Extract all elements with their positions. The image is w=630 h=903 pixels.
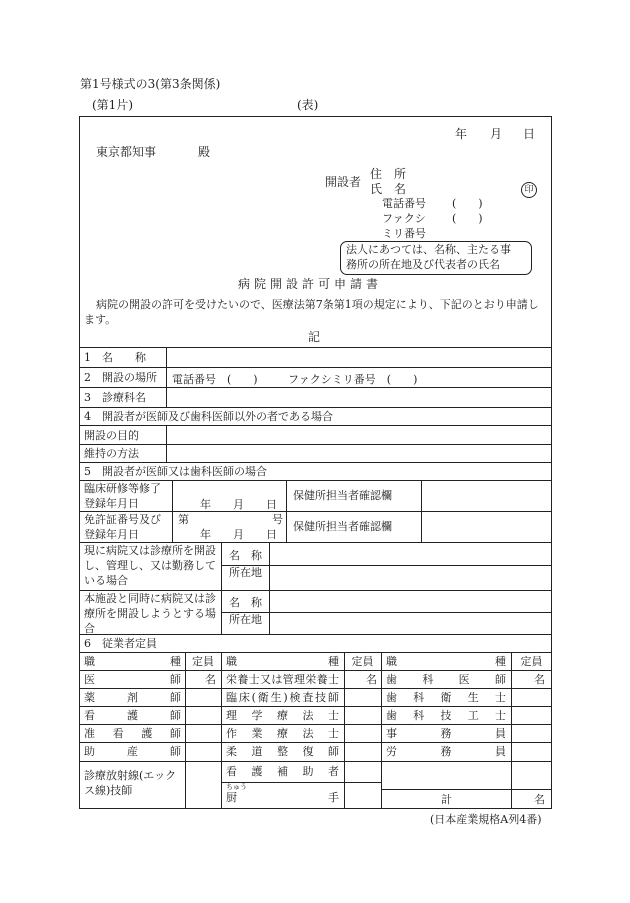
health-center-confirm-2: 保健所担当者確認欄: [293, 520, 392, 533]
staff-col1-radiology: 診療放射線(エックス線)技師: [84, 769, 177, 797]
staff-col1-item: 医師: [84, 673, 181, 686]
applicant-fax-label-1: ファクシ: [382, 212, 426, 225]
staff-col3-item: 歯科医師: [386, 673, 506, 686]
row-departments-label: 3 診療科名: [84, 391, 146, 404]
hline: [79, 462, 552, 463]
corporate-note-line-2: 務所の所在地及び代表者の氏名: [346, 258, 500, 271]
hline: [79, 444, 552, 445]
current-name-label: 名 称: [229, 549, 262, 562]
kitchen-ruby: ちゅう: [226, 783, 247, 791]
row-name-label: 1 名 称: [84, 351, 146, 364]
applicant-phone-paren: ( ): [452, 197, 483, 210]
current-address-label: 所在地: [229, 566, 262, 579]
staff-col2-item: 作業療法士: [226, 727, 339, 740]
hline: [79, 425, 552, 426]
vline: [344, 652, 345, 809]
hline: [221, 612, 552, 613]
date-day: 日: [523, 127, 536, 141]
hline: [79, 670, 552, 671]
addressee-name: 東京都知事: [96, 145, 157, 159]
vline: [381, 652, 382, 809]
document-title: 病院開設許可申請書: [238, 277, 383, 291]
footer-note: (日本産業規格A列4番): [430, 813, 542, 826]
applicant-phone-label: 電話番号: [382, 197, 426, 210]
staff-col1-item: 薬剤師: [84, 691, 181, 704]
staff-col3-item: 事務員: [386, 727, 506, 740]
form-number: 第1号様式の3(第3条関係): [80, 77, 221, 91]
applicant-fax-paren: ( ): [452, 212, 483, 225]
ki-label: 記: [308, 330, 321, 344]
staff-total-label: 計: [441, 793, 452, 806]
hline: [79, 387, 552, 388]
vline: [166, 347, 167, 407]
staff-header-count-2: 定員: [351, 655, 374, 668]
current-facility-label: 現に病院又は診療所を開設し、管理し、又は勤務している場合: [84, 544, 216, 587]
staff-col1-unit: 名: [205, 673, 216, 686]
location-fax: ファクシミリ番号 ( ): [288, 373, 418, 386]
row-maintenance-label: 維持の方法: [84, 447, 139, 460]
staff-col3-item: 歯科技工士: [386, 709, 506, 722]
hline: [79, 688, 552, 689]
staff-col2-item: 栄養士又は管理栄養士: [226, 673, 339, 686]
license-prefix: 第: [178, 513, 189, 526]
staff-header-count-1: 定員: [192, 655, 214, 668]
staff-col3-item: 労務員: [386, 745, 506, 758]
concurrent-address-label: 所在地: [229, 613, 262, 626]
staff-col3-unit: 名: [534, 673, 545, 686]
vline: [166, 425, 167, 462]
vline: [286, 480, 287, 542]
staff-header-type-2: 職 種: [226, 655, 339, 668]
hline: [79, 724, 552, 725]
hline: [79, 652, 552, 653]
hline: [79, 407, 552, 408]
vline: [511, 652, 512, 809]
license-date: 年 月 日: [200, 528, 277, 541]
applicant-fax-label-2: ミリ番号: [382, 227, 426, 240]
row-location-label: 2 開設の場所: [84, 371, 157, 384]
hline: [381, 789, 552, 790]
date-month: 月: [490, 127, 503, 141]
section-4-title: 4 開設者が医師及び歯科医師以外の者である場合: [84, 410, 333, 423]
staff-col2-item: 理学療法士: [226, 709, 339, 722]
vline: [172, 480, 173, 542]
vline: [421, 480, 422, 542]
hline: [79, 742, 552, 743]
vline: [185, 652, 186, 809]
license-label: 免許証番号及び登録年月日: [84, 513, 161, 541]
hline: [79, 761, 552, 762]
hline: [79, 347, 552, 348]
date-year: 年: [455, 127, 468, 141]
staff-col2-unit: 名: [366, 673, 377, 686]
seal-icon: 印: [521, 182, 537, 198]
corporate-note-line-1: 法人にあつては、名称、主たる事: [346, 243, 511, 256]
staff-col2-item: 臨床(衛生)検査技師: [226, 691, 339, 704]
vline: [269, 542, 270, 634]
applicant-name-label: 氏 名: [370, 182, 407, 196]
hline: [221, 565, 552, 566]
clinical-training-label: 臨床研修等修了登録年月日: [84, 482, 161, 510]
section-5-title: 5 開設者が医師又は歯科医師の場合: [84, 465, 267, 478]
hline: [79, 706, 552, 707]
staff-col1-item: 准看護師: [84, 727, 181, 740]
concurrent-facility-label: 本施設と同時に病院又は診療所を開設しようとする場合: [84, 592, 216, 635]
vline: [221, 542, 222, 634]
vline: [221, 652, 222, 809]
addressee-honorific: 殿: [198, 145, 211, 159]
staff-col2-item: 看護補助者: [226, 765, 339, 778]
intro-text: 病院の開設の許可を受けたいので、医療法第7条第1項の規定により、下記のとおり申請します。: [84, 298, 539, 326]
staff-header-count-3: 定員: [520, 655, 543, 668]
staff-col2-kitchen: 厨 手: [226, 791, 339, 804]
hline: [79, 367, 552, 368]
section-6-title: 6 従業者定員: [84, 637, 157, 650]
row-purpose-label: 開設の目的: [84, 429, 139, 442]
sheet-label: (第1片): [92, 98, 133, 112]
health-center-confirm-1: 保健所担当者確認欄: [293, 489, 392, 502]
staff-header-type-3: 職 種: [386, 655, 506, 668]
side-label: (表): [297, 98, 319, 112]
staff-total-unit: 名: [534, 793, 545, 806]
staff-col3-item: 歯科衛生士: [386, 691, 506, 704]
staff-header-type-1: 職 種: [84, 655, 181, 668]
license-suffix: 号: [272, 513, 283, 526]
staff-col1-item: 看護師: [84, 709, 181, 722]
clinical-date: 年 月 日: [200, 498, 277, 511]
staff-col1-item: 助産師: [84, 745, 181, 758]
applicant-label: 開設者: [325, 175, 362, 189]
applicant-address-label: 住 所: [370, 167, 407, 181]
location-phone: 電話番号 ( ): [172, 373, 258, 386]
staff-col2-item: 柔道整復師: [226, 745, 339, 758]
concurrent-name-label: 名 称: [229, 596, 262, 609]
